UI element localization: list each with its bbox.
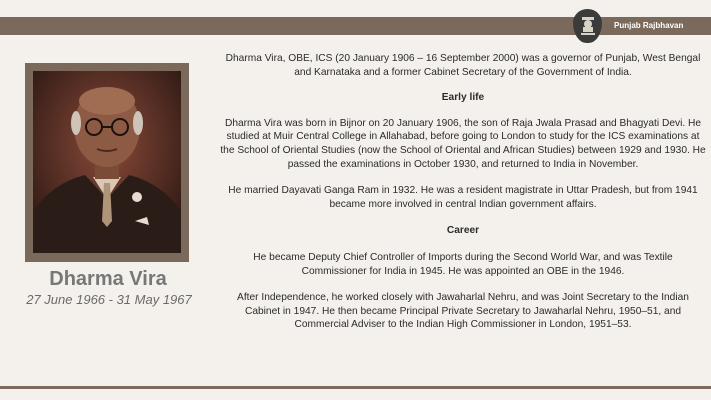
footer-bar [0,386,711,389]
intro-paragraph: Dharma Vira, OBE, ICS (20 January 1906 – 16 September 2000) was a governor of Punjab, West Bengal and Karnataka and a former Cabinet Secretary of the Government of India. [225,53,701,78]
portrait-photo [33,71,181,253]
term-dates: 27 June 1966 - 31 May 1967 [26,292,192,307]
biography [220,52,706,332]
header-bar [0,17,711,35]
brand-title[interactable]: Punjab Rajbhavan [614,21,684,30]
career-heading: Career [446,225,480,237]
career-paragraph-2: After Independence, he worked closely with Jawaharlal Nehru, and was Joint Secretary to the Indian Cabinet in 1947. He then became Principal Private Secretary to Jawaharlal Nehru, 1950–51, and Commercial Adviser to the Indian High Commissioner in London, 1951–53. [237,292,689,331]
state-emblem-icon[interactable] [573,9,602,43]
early-life-paragraph-2: He married Dayavati Ganga Ram in 1932. He was a resident magistrate in Uttar Pradesh, but from 1941 became more involved in central Indian government affairs. [228,185,698,210]
early-life-heading: Early life [441,92,485,104]
early-life-paragraph-1: Dharma Vira was born in Bijnor on 20 January 1906, the son of Raja Jwala Prasad and Bhagyati Devi. He studied at Muir Central College in Allahabad, before going to London to study for the ICS examinations at the School of Oriental Studies (now the School of Oriental and African Studies) between 1929 and 1930. He passed the examinations in October 1930, and returned to India in November. [220,117,706,170]
portrait-graphic [33,71,181,253]
person-name: Dharma Vira [49,268,167,290]
emblem-graphic [578,14,598,38]
career-paragraph-1: He became Deputy Chief Controller of Imports during the Second World War, and was Textile Commissioner for India in 1945. He was appointed an OBE in the 1946. [253,251,673,277]
